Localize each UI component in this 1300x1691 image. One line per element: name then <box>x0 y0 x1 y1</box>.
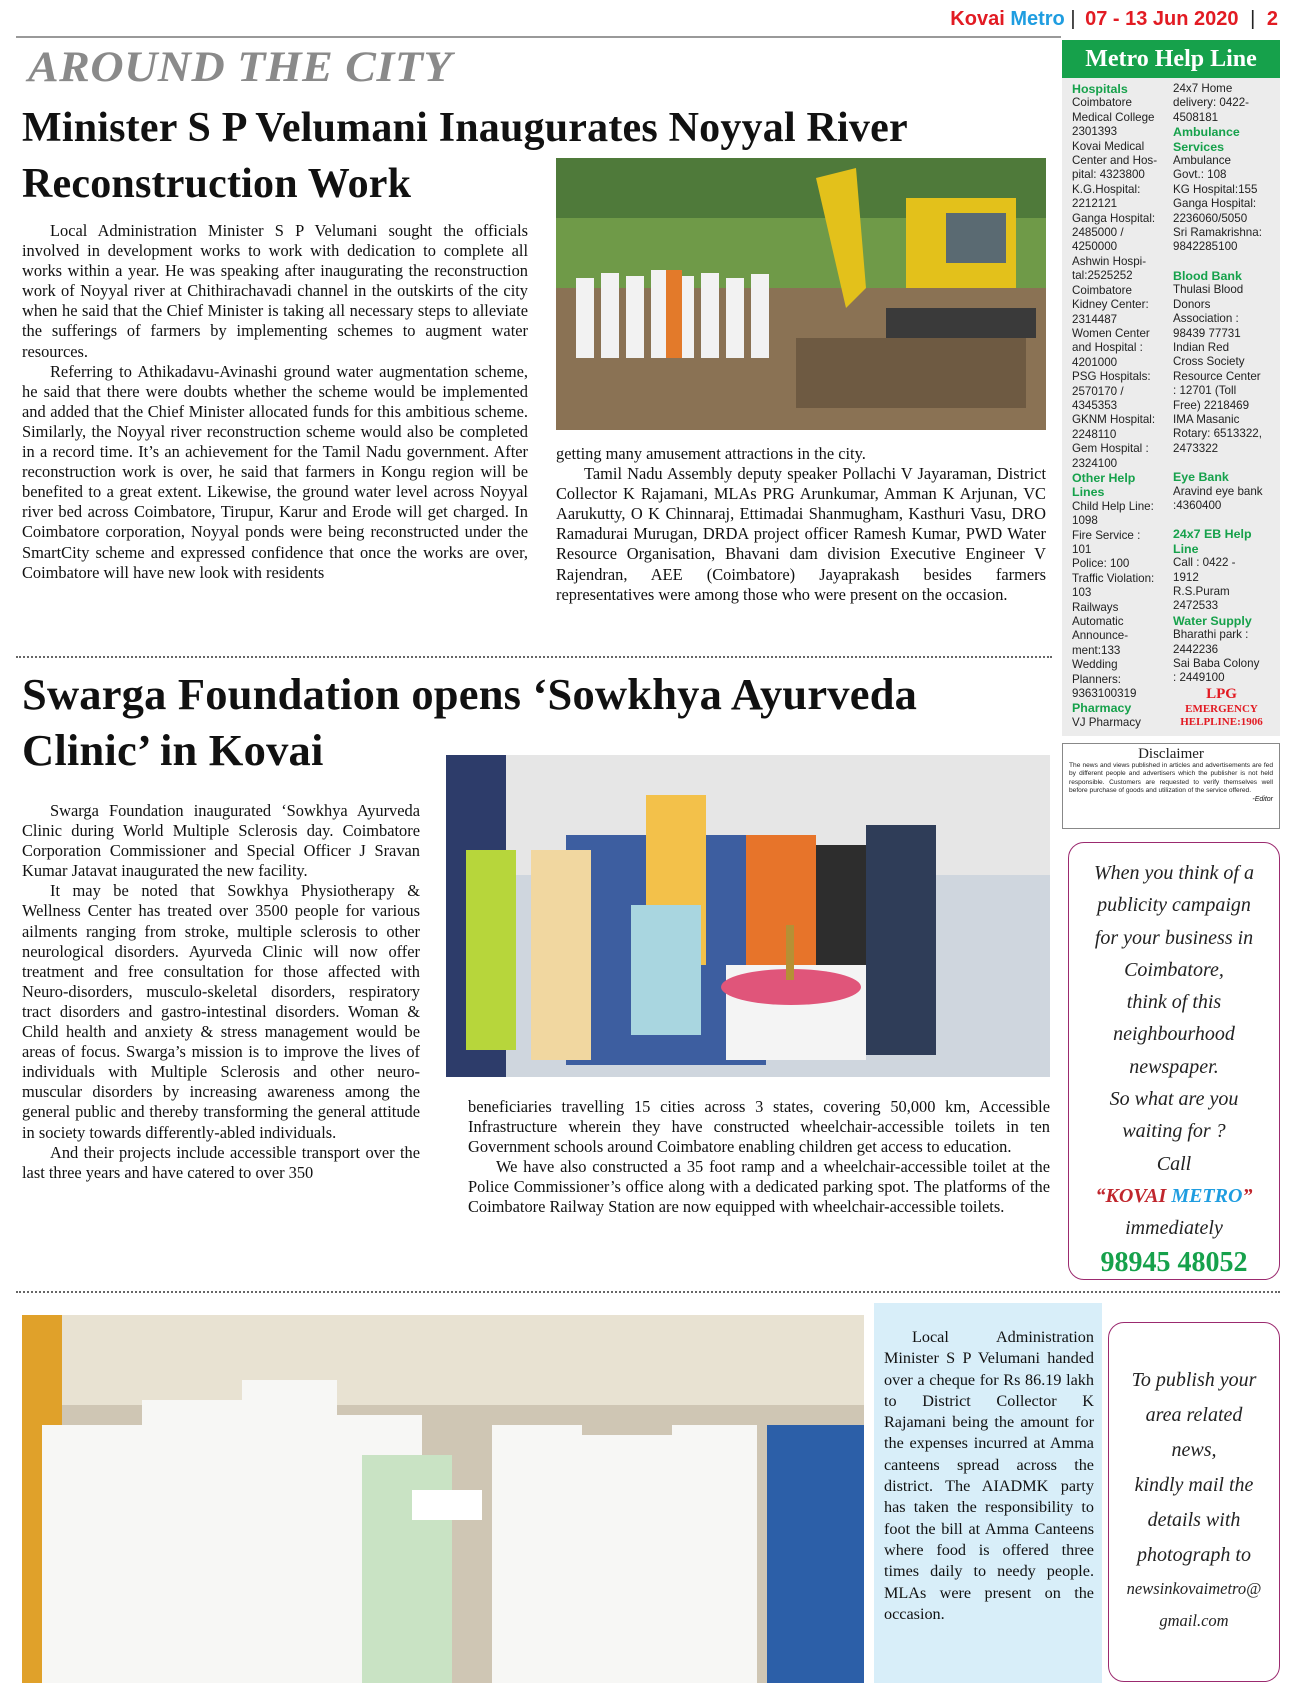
article-divider-2 <box>16 1291 1280 1293</box>
ad-brand-metro: METRO <box>1171 1184 1243 1207</box>
page-number: 2 <box>1266 8 1278 30</box>
helpline-column-1 <box>1072 82 1173 730</box>
masthead <box>950 8 1278 31</box>
lpg-title: LPG <box>1206 685 1237 702</box>
lpg-helpline: EMERGENCY HELPLINE:1906 <box>1180 702 1263 728</box>
issue-date: 07 - 13 Jun 2020 <box>1085 8 1239 30</box>
helpline-entry: Thulasi Blood Donors Association : 98439 77731 Indian Red Cross Society Resource Center : 12701 (Toll Free) 2218469 IMA Masanic Rotary: 6513322, 2473322 <box>1173 283 1262 455</box>
ad-brand-quote-open: “ <box>1095 1184 1106 1207</box>
ad-line: think of this <box>1126 991 1222 1014</box>
top-rule <box>16 36 1061 38</box>
article1-continued: getting many amusement attractions in the city. <box>556 444 866 463</box>
helpline-entry: VJ Pharmacy <box>1072 715 1141 729</box>
ad-line: newspaper. <box>1129 1055 1219 1078</box>
helpline-category: 24x7 EB Help Line <box>1173 527 1252 556</box>
ad-line: photograph to <box>1137 1544 1251 1566</box>
ad-line: immediately <box>1125 1217 1223 1240</box>
helpline-category: Ambulance Services <box>1173 125 1240 154</box>
article1-headline: Minister S P Velumani Inaugurates Noyyal River Reconstruction Work <box>22 105 908 207</box>
article1-paragraph: Local Administration Minister S P Velumani sought the officials involved in development works to work with dedication to complete all works within a year. He was speaking after inaugurating the reconstruction work of Noyyal river at Chithirachavadi channel in the outskirts of the city when he said that the Chief Minister is taking all necessary steps to alleviate the sufferings of farmers by implementing schemes to augment water resources. <box>22 221 528 361</box>
helpline-category: Blood Bank <box>1173 268 1242 283</box>
masthead-separator: | <box>1070 8 1076 30</box>
ad-line: To publish your <box>1131 1369 1257 1391</box>
publicity-ad <box>1068 842 1280 1280</box>
disclaimer-box <box>1062 743 1280 829</box>
helpline-entry: Child Help Line: 1098 Fire Service : 101 Police: 100 Traffic Violation: 103 Railways Automatic Announce- ment:133 Wedding Planners: 9363100319 <box>1072 499 1155 701</box>
article1-paragraph: Referring to Athikadavu-Avinashi ground water augmentation scheme, he said that there were doubts whether the scheme would be implemented and added that the Chief Minister allocated funds for this ambitious scheme. Similarly, the Noyyal river reconstruction scheme would also be completed in a record time. It’s an achievement for the Tamil Nadu government. After reconstruction work is over, he said that farmers in Kongu region will be benefited to a great extent. Likewise, the ground water level across Noyyal river bed across Coimbatore, Tirupur, Karur and Erode will get charged. In Coimbatore corporation, Noyyal ponds were being reconstructed under the SmartCity scheme and expressed confidence that once the works are over, Coimbatore will have new look with residents <box>22 361 528 582</box>
article2-paragraph: And their projects include accessible transport over the last three years and have catered to over 350 <box>22 1142 420 1182</box>
article1-paragraph: Tamil Nadu Assembly deputy speaker Pollachi V Jayaraman, District Collector K Rajamani, MLAs PRG Arunkumar, Amman K Arjunan, VC Aarukutty, O K Chinnaraj, Ettimadai Shanmugham, Kasthuri Vasu, DRO Ramadurai Murugan, DRDA project officer Ramesh Kumar, PWD Water Resource Organisation, Bhavani dam division Executive Engineer V Rajendran, AEE (Coimbatore) Jayaprakash besides farmers representatives were among those who were present on the occasion. <box>556 464 1046 604</box>
photo-caption: Local Administration Minister S P Velumani handed over a cheque for Rs 86.19 lakh to District Collector K Rajamani being the amount for the expenses incurred at Amma canteens spread across the district. The AIADMK party has taken the responsibility to foot the bill at Amma Canteens where food is offered three times daily to needy people. MLAs were present on the occasion. <box>884 1328 1094 1623</box>
photo-caption-box <box>874 1303 1102 1683</box>
article1-column1 <box>22 221 528 583</box>
ad-line: So what are you <box>1109 1088 1239 1111</box>
ad-line: news, <box>1171 1439 1217 1461</box>
ad-line: kindly mail the <box>1134 1474 1254 1496</box>
helpline-panel <box>1062 40 1280 736</box>
helpline-entry: Call : 0422 - 1912 R.S.Puram 2472533 <box>1173 556 1236 613</box>
ad-brand-quote-close: ” <box>1242 1184 1253 1207</box>
article2-column1 <box>22 801 420 1183</box>
helpline-category: Pharmacy <box>1072 701 1132 716</box>
ad-email-part2: gmail.com <box>1159 1611 1229 1630</box>
article2-column2 <box>468 1097 1050 1218</box>
brand-kovai: Kovai <box>950 8 1005 30</box>
article2-paragraph: It may be noted that Sowkhya Physiotherapy & Wellness Center has treated over 3500 people for various ailments ranging from stroke, multiple sclerosis to other neurological disorders. Ayurveda Clinic will now offer treatment and free consultation for those affected with Neuro-disorders, musculo-skeletal disorders, respiratory tract disorders and gastro-intestinal disorders. Woman & Child health and anxiety & stress management would be areas of focus. Swarga’s mission is to improve the lives of individuals with Multiple Sclerosis and other neuro-muscular disorders by increasing awareness among the general public and thereby transforming the general attitude in society towards differently-abled individuals. <box>22 881 420 1142</box>
helpline-category: Eye Bank <box>1173 470 1229 485</box>
brand-metro: Metro <box>1010 8 1065 30</box>
ad-brand-kovai: KOVAI <box>1105 1184 1167 1207</box>
ad-line: When you think of a <box>1094 862 1254 884</box>
helpline-entry: Ambulance Govt.: 108 KG Hospital:155 Ganga Hospital: 2236060/5050 Sri Ramakrishna: 9842285100 <box>1173 154 1262 254</box>
article2-paragraph: Swarga Foundation inaugurated ‘Sowkhya Ayurveda Clinic during World Multiple Sclerosis day. Coimbatore Corporation Commissioner and Special Officer J Sravan Kumar Jatavat inaugurated the new facility. <box>22 801 420 881</box>
helpline-column-2 <box>1173 82 1274 730</box>
photo-excavator-inauguration <box>556 158 1046 430</box>
masthead-separator-2: | <box>1250 8 1256 30</box>
disclaimer-text: The news and views published in articles and advertisements are fed by different people and advertisers which the publisher is not held responsible. Customers are requested to verify themselves well before purchase of goods and utilization of the service offered. <box>1069 762 1273 795</box>
article-divider <box>16 656 1052 658</box>
ad-phone-number: 98945 48052 <box>1100 1246 1248 1278</box>
ad-line: for your business in <box>1094 926 1254 949</box>
helpline-category: Water Supply <box>1173 613 1252 628</box>
helpline-category: Other Help Lines <box>1072 470 1136 500</box>
ad-line: Call <box>1156 1152 1192 1175</box>
helpline-category: Hospitals <box>1072 82 1128 96</box>
ad-line: waiting for ? <box>1122 1120 1226 1143</box>
photo-clinic-lamp-lighting <box>446 755 1050 1077</box>
disclaimer-editor: -Editor <box>1252 795 1273 803</box>
section-title: AROUND THE CITY <box>28 42 453 91</box>
ad-line: details with <box>1147 1509 1241 1531</box>
ad-line: area related <box>1145 1404 1243 1426</box>
article2-paragraph: We have also constructed a 35 foot ramp and a wheelchair-accessible toilet at the Police Commissioner’s office along with a dedicated parking spot. The platforms of the Coimbatore Railway Station are now equipped with wheelchair-accessible toilets. <box>468 1157 1050 1217</box>
helpline-entry: Coimbatore Medical College 2301393 Kovai Medical Center and Hos- pital: 4323800 K.G.Hospital: 2212121 Ganga Hospital: 2485000 / 4250000 Ashwin Hospi- tal:2525252 Coimbatore Kidney Center: 2314487 Women Center and Hospital : 4201000 PSG Hospitals: 2570170 / 4345353 GKNM Hospital: 2248110 Gem Hospital : 2324100 <box>1072 96 1158 470</box>
ad-line: Coimbatore, <box>1124 958 1224 981</box>
ad-line: publicity campaign <box>1097 894 1251 917</box>
ad-line: neighbourhood <box>1113 1023 1235 1046</box>
helpline-entry: Bharathi park : 2442236 Sai Baba Colony : 2449100 <box>1173 628 1260 685</box>
helpline-title: Metro Help Line <box>1062 40 1280 78</box>
ad-brand <box>1069 1180 1279 1212</box>
helpline-entry: Aravind eye bank :4360400 <box>1173 484 1263 512</box>
article2-continued: beneficiaries travelling 15 cities across 3 states, covering 50,000 km, Accessible Infrastructure wherein they have constructed wheelchair-accessible toilets in ten Government schools around Coimbatore enabling children get access to education. <box>468 1097 1050 1157</box>
disclaimer-title: Disclaimer <box>1138 746 1204 762</box>
helpline-entry: 24x7 Home delivery: 0422- 4508181 <box>1173 82 1250 124</box>
article2-headline: Swarga Foundation opens ‘Sowkhya Ayurveda Clinic’ in Kovai <box>22 669 918 775</box>
article1-column2 <box>556 444 1046 605</box>
photo-cheque-handover <box>22 1315 864 1683</box>
ad-email-part1: newsinkovaimetro@ <box>1126 1579 1262 1598</box>
news-submission-ad <box>1108 1322 1280 1682</box>
